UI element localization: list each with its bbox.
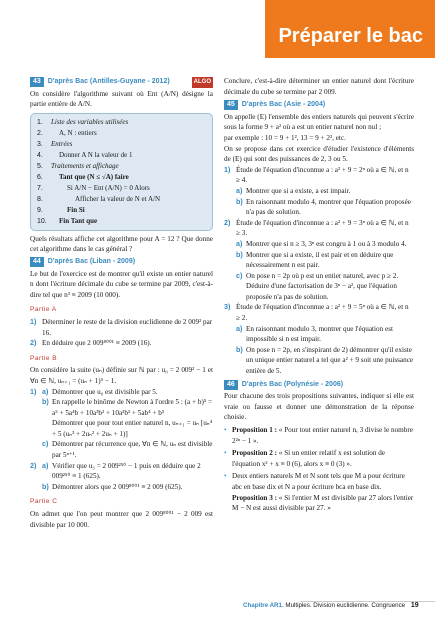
exercise-44-header — [30, 257, 213, 268]
exercise-source: D'après Bac (Antilles-Guyane - 2012) — [47, 78, 170, 85]
part-a-heading: Partie A — [30, 306, 57, 314]
exercise-46-header — [224, 380, 414, 391]
exercise-44-conclusion: Conclure, c'est-à-dire déterminer un entier naturel dont l'écriture décimale du cube se termine par 2 009. — [224, 77, 414, 96]
proposition-3: • Deux entiers naturels M et N sont tels que M a pour écriture abc en base dix et N a pour écriture bca en base dix. Proposition 3 : « Si l'entier M est divisible par 27 alors l'entier M − N est aussi divisible par 27. » — [224, 472, 414, 513]
footer-chapter: Chapitre AR1. — [243, 602, 284, 609]
algo-line: 5. Traitements et affichage — [37, 161, 119, 170]
algo-line: 7. Si A/N − Ent (A/N) = 0 Alors — [37, 183, 150, 192]
question: 1) a) Démontrer que u₀ est divisible par 5. — [30, 386, 158, 396]
exercise-number: 46 — [224, 380, 238, 390]
sub-question: b) Montrer que si a existe, il est pair et en déduire que nécessairement n est pair. — [236, 249, 394, 270]
part-b-intro: On considère la suite (uₙ) définie sur ℕ par : u₀ = 2 009² − 1 et ∀n ∈ ℕ, uₙ₊₁ = (uₙ + 1)⁵ − 1. — [30, 366, 213, 385]
algo-line: 4. Donner A N la valeur de 1 — [37, 150, 133, 159]
exercise-number: 45 — [224, 100, 238, 110]
left-column — [30, 76, 213, 530]
bullet-icon: • — [224, 472, 227, 481]
right-column — [224, 76, 414, 514]
question: 1) Déterminer le reste de la division euclidienne de 2 009² par 16. — [30, 316, 213, 337]
sub-question: a) Montrer que si n ≥ 3, 3ⁿ est congru à 1 ou à 3 modulo 4. — [236, 238, 407, 248]
exercise-45-goal: On se propose dans cet exercice d'étudier l'existence d'éléments de (E) qui sont des puissances de 2, 3 ou 5. — [224, 144, 414, 164]
algorithm-box — [30, 113, 213, 231]
algo-line: 2. A, N : entiers — [37, 128, 97, 137]
sub-question: b) On pose n = 2p, en s'inspirant de 2) démontrer qu'il existe un unique entier naturel a tel que a² + 9 soit une puissance entière de 5. — [236, 344, 414, 376]
part-c-heading: Partie C — [30, 498, 58, 506]
sub-question-detail: Démontrer que pour tout entier naturel n, uₙ₊₁ = uₙ [uₙ⁴ + 5 (uₙ³ + 2uₙ² + 2uₙ + 1)] — [52, 419, 213, 438]
exercise-44-intro: Le but de l'exercice est de montrer qu'il existe un entier naturel n dont l'écriture décimale du cube se termine par 2009, c'est-à-dire tel que n³ ≡ 2009 (10 000). — [30, 269, 213, 299]
sub-question: a) En raisonnant modulo 3, montrer que l'équation est impossible si n est impair. — [236, 323, 394, 344]
question: 2) Étude de l'équation d'inconnue a : a² + 9 = 3ⁿ où a ∈ ℕ, et n ≥ 3. — [224, 217, 409, 238]
algo-line: 1. Liste des variables utilisées — [37, 117, 129, 126]
part-b-heading: Partie B — [30, 354, 58, 362]
question: 1) Étude de l'équation d'inconnue a : a² + 9 = 2ⁿ où a ∈ ℕ, et n ≥ 4. — [224, 164, 409, 185]
algo-line: 10. Fin Tant que — [37, 216, 98, 225]
header-banner — [265, 0, 435, 58]
sub-question: c) On pose n = 2p où p est un entier naturel, avec p ≥ 2. Déduire d'une factorisation de 3ⁿ − a², que l'équation proposée n'a pas de solution. — [236, 270, 399, 301]
exercise-source: D'après Bac (Polynésie - 2006) — [241, 380, 344, 388]
question: 3) Étude de l'équation d'inconnue a : a² + 9 = 5ⁿ où a ∈ ℕ, et n ≥ 2. — [224, 302, 409, 323]
exercise-45-example: par exemple : 10 = 9 + 1², 13 = 9 + 2², etc. — [224, 133, 346, 142]
algo-badge: ALGO — [192, 77, 213, 88]
exercise-43-header — [30, 77, 213, 88]
sub-question: b) Démontrer alors que 2 009⁸⁰⁰¹ ≡ 2 009 (625). — [42, 481, 183, 491]
exercise-43-outro: Quels résultats affiche cet algorithme pour A = 12 ? Que donne cet algorithme dans le cas général ? — [30, 234, 213, 254]
exercise-source: D'après Bac (Asie - 2004) — [241, 101, 326, 109]
exercise-45-header — [224, 100, 414, 111]
exercise-source: D'après Bac (Liban - 2009) — [47, 257, 136, 265]
proposition-1: • Proposition 1 : « Pour tout entier naturel n, 3 divise le nombre 2²ⁿ − 1 ». — [224, 426, 413, 445]
sub-question: b) En raisonnant modulo 4, montrer que l'équation proposée n'a pas de solution. — [236, 196, 411, 217]
algo-line: 6. Tant que (N ≤ √A) faire — [37, 172, 129, 181]
question: 2) En déduire que 2 009⁸⁰⁰¹ ≡ 2009 (16). — [30, 338, 152, 348]
sub-question: c) Démontrer par récurrence que, ∀n ∈ ℕ, uₙ est divisible par 5ⁿ⁺¹. — [42, 439, 213, 460]
question: 2) a) Vérifier que u₃ = 2 009²⁵⁰ − 1 puis en déduire que 2 009²⁵⁰ ≡ 1 (625). — [30, 460, 201, 481]
proposition-2: • Proposition 2 : « Si un entier relatif x est solution de l'équation x² + x ≡ 0 (6), alors x ≡ 0 (3) ». — [224, 449, 385, 468]
algo-line: 8. Afficher la valeur de N et A/N — [37, 194, 161, 203]
exercise-43-intro: On considère l'algorithme suivant où Ent (A/N) désigne la partie entière de A/N. — [30, 89, 213, 109]
exercise-46-intro: Pour chacune des trois propositions suivantes, indiquer si elle est vraie ou fausse et donner une démonstration de la réponse choisie. — [224, 392, 414, 422]
algo-line: 3. Entrées — [37, 139, 73, 148]
bullet-icon: • — [224, 449, 227, 458]
exercise-number: 43 — [30, 77, 44, 87]
page-title: Préparer le bac — [278, 25, 423, 47]
exercise-45-intro: On appelle (E) l'ensemble des entiers naturels qui peuvent s'écrire sous la forme 9 + a² où a est un entier naturel non nul ; — [224, 112, 414, 132]
sub-question: a) Montrer que si a existe, a est impair. — [236, 185, 351, 195]
exercise-number: 44 — [30, 257, 44, 267]
algo-line: 9. Fin Si — [37, 205, 85, 214]
page-footer — [243, 602, 419, 609]
footer-subject: Multiples. Division euclidienne. Congruence — [285, 602, 406, 609]
bullet-icon: • — [224, 426, 227, 434]
sub-question: b) En rappelle le binôme de Newton à l'ordre 5 : (a + b)⁵ = a⁵ + 5a⁴b + 10a³b² + 10a²b³ + 5ab⁴ + b⁵ — [42, 397, 213, 417]
part-c-text: On admet que l'on peut montrer que 2 009⁸⁰⁰¹ − 2 009 est divisible par 10 000. — [30, 510, 213, 529]
page-number: 19 — [410, 602, 419, 609]
